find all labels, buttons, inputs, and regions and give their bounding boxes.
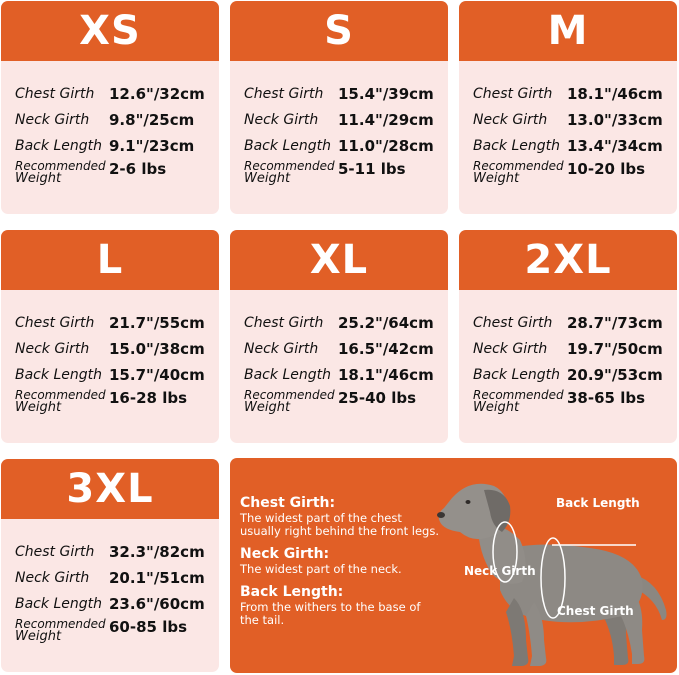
weight-label [244,159,338,186]
weight-value: 38-65 lbs [567,389,646,407]
chest-value: 21.7"/55cm [109,314,205,332]
weight-value: 10-20 lbs [567,160,646,178]
weight-label [244,388,338,415]
weight-label-line1: Recommended [473,388,564,402]
neck-label: Neck Girth [15,341,90,357]
neck-row [15,336,215,362]
weight-row [15,388,215,418]
weight-label-line2: Weight [244,400,291,415]
weight-value: 25-40 lbs [338,389,417,407]
chest-value: 32.3"/82cm [109,543,205,561]
chest-row [15,310,215,336]
chest-label: Chest Girth [15,315,95,331]
weight-label-line1: Recommended [244,388,335,402]
size-card-xs [1,1,219,214]
neck-value: 13.0"/33cm [567,111,663,129]
back-value: 18.1"/46cm [338,366,434,384]
dog-nose [437,512,445,518]
back-length-term: Back Length: [240,584,344,600]
back-label: Back Length [15,367,102,383]
chest-row [473,81,673,107]
back-row [244,362,444,388]
weight-label [15,388,109,415]
back-row [15,362,215,388]
measurement-guide-panel [230,458,677,673]
size-title: 2XL [459,230,677,290]
chest-label: Chest Girth [244,86,324,102]
back-row [473,133,673,159]
size-card-xl [230,230,448,443]
size-title: S [230,1,448,61]
weight-label-line2: Weight [473,171,520,186]
weight-label-line1: Recommended [15,617,106,631]
weight-label-line1: Recommended [15,388,106,402]
chest-label: Chest Girth [473,315,553,331]
back-value: 13.4"/34cm [567,137,663,155]
weight-label-line2: Weight [15,629,62,644]
weight-value: 60-85 lbs [109,618,188,636]
size-card-m [459,1,677,214]
neck-label: Neck Girth [15,570,90,586]
size-title: M [459,1,677,61]
neck-label: Neck Girth [473,341,548,357]
dog-eye [466,500,471,504]
weight-label-line1: Recommended [473,159,564,173]
back-label: Back Length [244,367,331,383]
neck-row [15,565,215,591]
chest-label: Chest Girth [244,315,324,331]
back-row [15,133,215,159]
back-length-definition [240,583,440,627]
dog-neck-girth-label: Neck Girth [464,564,536,578]
back-value: 15.7"/40cm [109,366,205,384]
size-card-l [1,230,219,443]
weight-label [15,617,109,644]
weight-row [244,388,444,418]
back-value: 20.9"/53cm [567,366,663,384]
weight-value: 2-6 lbs [109,160,167,178]
weight-label [15,159,109,186]
dog-back-length-label: Back Length [556,496,640,510]
chest-row [473,310,673,336]
back-value: 9.1"/23cm [109,137,195,155]
neck-girth-definition [240,545,440,576]
back-value: 11.0"/28cm [338,137,434,155]
chest-value: 25.2"/64cm [338,314,434,332]
chest-value: 15.4"/39cm [338,85,434,103]
neck-value: 11.4"/29cm [338,111,434,129]
neck-value: 19.7"/50cm [567,340,663,358]
neck-value: 15.0"/38cm [109,340,205,358]
back-label: Back Length [473,138,560,154]
chest-value: 12.6"/32cm [109,85,205,103]
chest-row [244,81,444,107]
size-title: L [1,230,219,290]
neck-label: Neck Girth [15,112,90,128]
size-title: 3XL [1,459,219,519]
size-card-s [230,1,448,214]
back-label: Back Length [15,596,102,612]
chest-girth-term: Chest Girth: [240,495,336,511]
neck-girth-description: The widest part of the neck. [240,562,402,576]
neck-label: Neck Girth [244,341,319,357]
neck-row [473,107,673,133]
weight-row [244,159,444,189]
back-label: Back Length [473,367,560,383]
chest-label: Chest Girth [15,86,95,102]
back-row [473,362,673,388]
neck-row [473,336,673,362]
weight-row [473,388,673,418]
back-row [244,133,444,159]
measurement-definitions [240,494,440,634]
weight-label-line2: Weight [15,171,62,186]
chest-row [15,81,215,107]
weight-label-line2: Weight [244,171,291,186]
neck-label: Neck Girth [473,112,548,128]
weight-row [15,159,215,189]
weight-value: 5-11 lbs [338,160,406,178]
weight-row [473,159,673,189]
chest-label: Chest Girth [473,86,553,102]
neck-row [15,107,215,133]
chest-value: 18.1"/46cm [567,85,663,103]
back-label: Back Length [244,138,331,154]
neck-label: Neck Girth [244,112,319,128]
size-card-3xl [1,459,219,672]
size-title: XL [230,230,448,290]
back-value: 23.6"/60cm [109,595,205,613]
weight-label-line2: Weight [473,400,520,415]
weight-label [473,388,567,415]
size-title: XS [1,1,219,61]
neck-row [244,336,444,362]
size-card-2xl [459,230,677,443]
chest-value: 28.7"/73cm [567,314,663,332]
dog-chest-girth-label: Chest Girth [557,604,634,618]
back-length-description: From the withers to the base of the tail. [240,600,421,627]
neck-value: 9.8"/25cm [109,111,195,129]
neck-girth-term: Neck Girth: [240,546,330,562]
chest-row [244,310,444,336]
weight-label-line1: Recommended [244,159,335,173]
chest-girth-description: The widest part of the chest usually right behind the front legs. [240,511,440,538]
chest-row [15,539,215,565]
chest-girth-definition [240,494,440,538]
neck-value: 16.5"/42cm [338,340,434,358]
weight-label-line2: Weight [15,400,62,415]
neck-row [244,107,444,133]
weight-label-line1: Recommended [15,159,106,173]
weight-label [473,159,567,186]
back-row [15,591,215,617]
neck-value: 20.1"/51cm [109,569,205,587]
weight-row [15,617,215,647]
chest-label: Chest Girth [15,544,95,560]
weight-value: 16-28 lbs [109,389,188,407]
back-label: Back Length [15,138,102,154]
